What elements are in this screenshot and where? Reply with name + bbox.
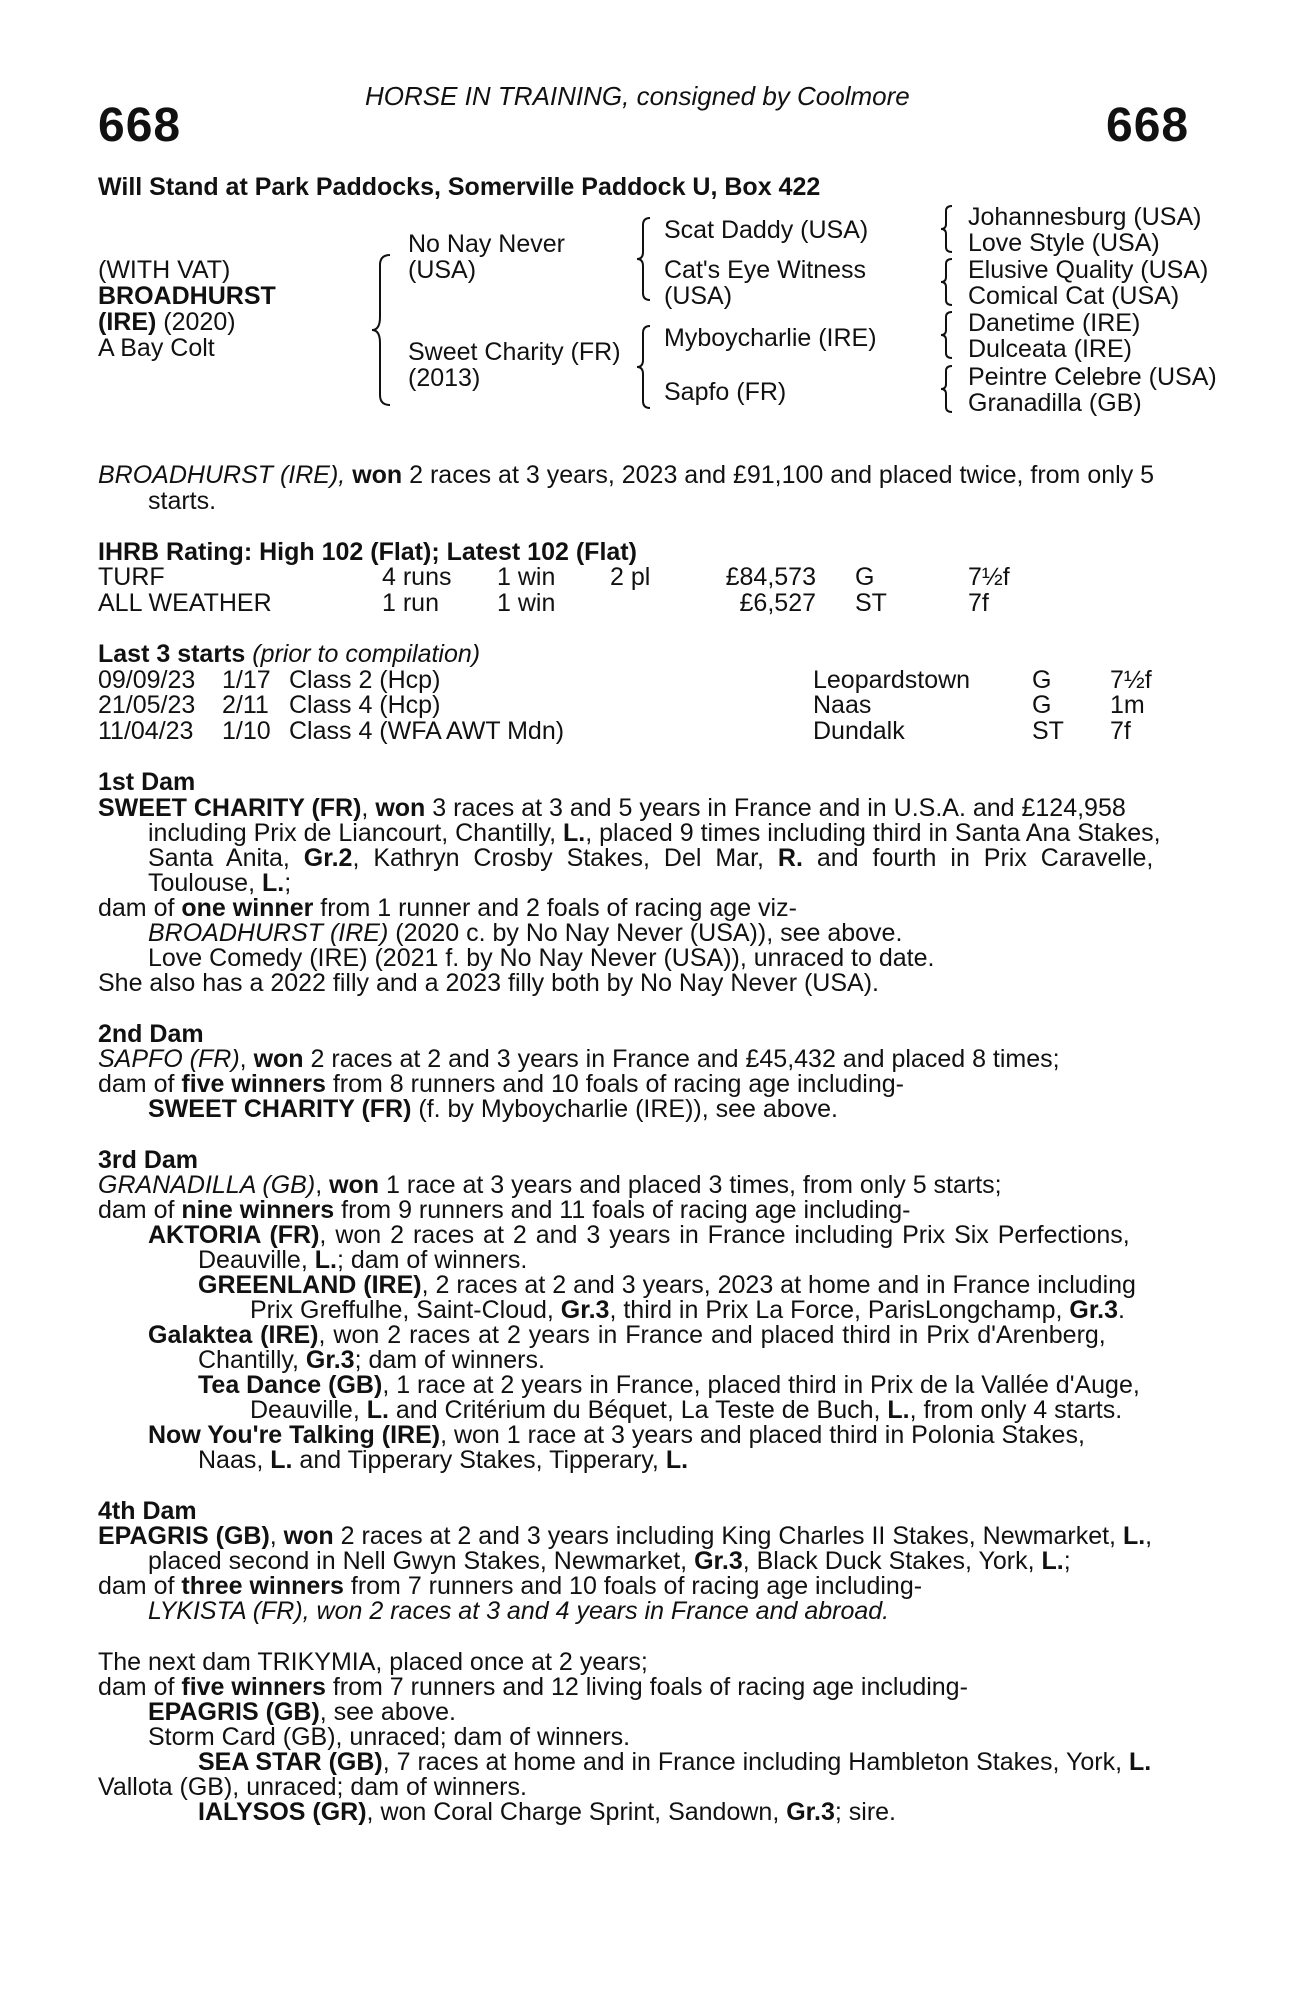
dam3-text: Chantilly,: [198, 1346, 306, 1374]
summary-won: won: [352, 461, 403, 489]
horse-origin: [98, 310, 236, 336]
dam4-name: EPAGRIS (GB): [98, 1522, 270, 1550]
pedigree-brace-dam: [636, 326, 652, 408]
dam1-text: Toulouse,: [148, 869, 262, 897]
dam3-text: and Tipperary Stakes, Tipperary,: [292, 1446, 666, 1474]
progeny-name: GREENLAND (IRE): [198, 1271, 422, 1299]
start-date: 21/05/23: [98, 691, 196, 719]
ped-ddd: Granadilla (GB): [968, 389, 1142, 417]
vat-note: (WITH VAT): [98, 256, 231, 284]
dam3-won: won: [329, 1171, 380, 1199]
dam4-text: from 7 runners and 10 foals of racing age including-: [343, 1572, 923, 1600]
ped-ssd: Love Style (USA): [968, 229, 1160, 257]
dam1-text: from 1 runner and 2 foals of racing age viz-: [313, 894, 797, 922]
summary-horse: BROADHURST (IRE),: [98, 461, 346, 489]
dam2-line1: [98, 1047, 1060, 1073]
nextdam-line6: Vallota (GB), unraced; dam of winners.: [98, 1773, 527, 1801]
race-grade: Gr.3: [694, 1547, 743, 1575]
dam1-sep: ,: [361, 794, 376, 822]
pedigree-brace-dd: [940, 366, 954, 412]
dam2-won: won: [253, 1045, 304, 1073]
horse-country: (IRE): [98, 308, 157, 336]
dam-sire: Myboycharlie (IRE): [664, 324, 877, 352]
nextdam-text: dam of: [98, 1673, 182, 1701]
rating-surface: ALL WEATHER: [98, 589, 272, 617]
nextdam-line4: Storm Card (GB), unraced; dam of winners.: [148, 1723, 631, 1751]
dam3-line2: [98, 1198, 910, 1224]
dam4-line4: LYKISTA (FR), won 2 races at 3 and 4 years in France and abroad.: [148, 1597, 890, 1625]
dam1-line1: [98, 796, 1126, 822]
dam1-text: including Prix de Liancourt, Chantilly,: [148, 819, 564, 847]
horse-description: A Bay Colt: [98, 334, 215, 362]
nextdam-line7: [198, 1800, 896, 1826]
rating-wins: 1 win: [497, 589, 556, 617]
dam2-text: dam of: [98, 1070, 182, 1098]
dam4-text: , Black Duck Stakes, York,: [742, 1547, 1042, 1575]
dam3-text: Prix Greffulhe, Saint-Cloud,: [250, 1296, 561, 1324]
ped-dss: Danetime (IRE): [968, 309, 1141, 337]
pedigree-brace-main: [370, 255, 394, 405]
progeny-name: EPAGRIS (GB): [148, 1698, 320, 1726]
progeny-name: IALYSOS (GR): [198, 1798, 367, 1826]
dam-line1: Sweet Charity (FR): [408, 338, 621, 366]
dam1-line6: [148, 921, 902, 947]
sire-line2: (USA): [408, 256, 477, 284]
progeny-name: Tea Dance (GB): [198, 1371, 383, 1399]
dam3-text: from 9 runners and 11 foals of racing age including-: [334, 1196, 911, 1224]
dam4-line1: [98, 1524, 1152, 1550]
nextdam-text: from 7 runners and 12 living foals of racing age including-: [325, 1673, 968, 1701]
dam3-text: , 2 races at 2 and 3 years, 2023 at home and in France including: [421, 1271, 1136, 1299]
dam3-title: 3rd Dam: [98, 1146, 199, 1174]
race-grade: R.: [777, 844, 803, 872]
dam3-line12: [198, 1448, 688, 1474]
dam2-text: (f. by Myboycharlie (IRE)), see above.: [411, 1095, 838, 1123]
sire-dam-line1: Cat's Eye Witness: [664, 256, 867, 284]
dam2-sep: ,: [239, 1045, 254, 1073]
dam3-text: Naas,: [198, 1446, 271, 1474]
dam2-text: 2 races at 2 and 3 years in France and £45,432 and placed 8 times;: [303, 1045, 1060, 1073]
dam3-text: , third in Prix La Force, ParisLongchamp,: [609, 1296, 1070, 1324]
stand-location: Will Stand at Park Paddocks, Somerville Paddock U, Box 422: [98, 173, 821, 201]
dam4-text: dam of: [98, 1572, 182, 1600]
ped-dds: Peintre Celebre (USA): [968, 363, 1217, 391]
race-grade: L.: [314, 1246, 337, 1274]
race-grade: Gr.2: [303, 844, 353, 872]
dam1-text: Santa Anita,: [148, 844, 304, 872]
dam4-text: ;: [1063, 1547, 1071, 1575]
progeny-name: Now You're Talking (IRE): [148, 1421, 441, 1449]
rating-going: G: [855, 563, 875, 591]
dam1-text: (2020 c. by No Nay Never (USA)), see above.: [388, 919, 903, 947]
rating-dist: 7f: [968, 589, 989, 617]
dam3-text: , won 1 race at 3 years and placed third in Polonia Stakes,: [440, 1421, 1085, 1449]
nextdam-line5: [198, 1750, 1151, 1776]
dam4-line3: [98, 1574, 922, 1600]
ped-sds: Elusive Quality (USA): [968, 256, 1209, 284]
dam1-text: 3 races at 3 and 5 years in France and in U.S.A. and £124,958: [425, 794, 1126, 822]
dam3-line1: [98, 1173, 1002, 1199]
race-grade: L.: [887, 1396, 910, 1424]
dam3-text: and Critérium du Béquet, La Teste de Buch,: [388, 1396, 888, 1424]
start-pos: 2/11: [222, 691, 269, 719]
race-grade: L.: [1122, 1522, 1146, 1550]
dam3-line9: [198, 1373, 1140, 1399]
dam1-line7: Love Comedy (IRE) (2021 f. by No Nay Never (USA)), unraced to date.: [148, 944, 935, 972]
rating-runs: 4 runs: [382, 563, 452, 591]
winner-count: nine winners: [181, 1196, 335, 1224]
dam4-won: won: [283, 1522, 334, 1550]
dam3-text: dam of: [98, 1196, 182, 1224]
dam3-line11: [148, 1423, 1085, 1449]
dam1-line3: [148, 846, 1153, 872]
start-race: Class 2 (Hcp): [289, 666, 441, 694]
dam1-text: and fourth in Prix Caravelle,: [802, 844, 1154, 872]
lot-number-left: 668: [98, 99, 182, 152]
race-grade: Gr.3: [786, 1798, 835, 1826]
nextdam-line1: The next dam TRIKYMIA, placed once at 2 years;: [98, 1648, 648, 1676]
dam1-text: ;: [284, 869, 292, 897]
dam2-text: from 8 runners and 10 foals of racing age including-: [325, 1070, 904, 1098]
horse-year: (2020): [163, 308, 236, 336]
start-race: Class 4 (WFA AWT Mdn): [289, 717, 565, 745]
winner-count: five winners: [181, 1673, 326, 1701]
dam3-text: , from only 4 starts.: [909, 1396, 1123, 1424]
nextdam-line2: [98, 1675, 968, 1701]
dam3-line5: [198, 1273, 1136, 1299]
rating-prize: £84,573: [725, 563, 816, 591]
consignment-header: HORSE IN TRAINING, consigned by Coolmore: [365, 81, 910, 111]
dam-dam: Sapfo (FR): [664, 378, 787, 406]
start-dist: 1m: [1110, 691, 1145, 719]
dam3-line10: [250, 1398, 1122, 1424]
race-grade: L.: [665, 1446, 689, 1474]
dam1-line4: [148, 871, 291, 897]
progeny-name: SWEET CHARITY (FR): [148, 1095, 412, 1123]
race-grade: Gr.3: [305, 1346, 355, 1374]
sire-dam-line2: (USA): [664, 282, 733, 310]
dam2-name: SAPFO (FR): [98, 1045, 240, 1073]
race-grade: Gr.3: [560, 1296, 610, 1324]
rating-prize: £6,527: [739, 589, 816, 617]
rating-runs: 1 run: [382, 589, 439, 617]
dam3-text: , won 2 races at 2 and 3 years in France including Prix Six Perfections,: [319, 1221, 1130, 1249]
race-grade: Gr.3: [1069, 1296, 1119, 1324]
dam4-title: 4th Dam: [98, 1497, 197, 1525]
ped-sdd: Comical Cat (USA): [968, 282, 1180, 310]
sire-sire: Scat Daddy (USA): [664, 216, 869, 244]
dam3-text: ; dam of winners.: [336, 1246, 528, 1274]
dam3-text: 1 race at 3 years and placed 3 times, from only 5 starts;: [379, 1171, 1002, 1199]
last3-title: Last 3 starts: [98, 640, 246, 668]
sire-line1: No Nay Never: [408, 230, 565, 258]
progeny-name: Galaktea (IRE): [148, 1321, 319, 1349]
dam3-text: Deauville,: [198, 1246, 315, 1274]
dam3-sep: ,: [315, 1171, 330, 1199]
dam1-title: 1st Dam: [98, 768, 196, 796]
dam2-line3: [148, 1097, 838, 1123]
start-course: Leopardstown: [813, 666, 971, 694]
dam3-name: GRANADILLA (GB): [98, 1171, 316, 1199]
rating-dist: 7½f: [968, 563, 1010, 591]
race-grade: L.: [1041, 1547, 1064, 1575]
start-dist: 7f: [1110, 717, 1131, 745]
dam2-title: 2nd Dam: [98, 1020, 204, 1048]
race-grade: L.: [366, 1396, 389, 1424]
start-pos: 1/17: [222, 666, 271, 694]
dam4-text: ,: [1145, 1522, 1153, 1550]
start-date: 11/04/23: [98, 717, 194, 745]
dam4-sep: ,: [269, 1522, 284, 1550]
dam3-text: Deauville,: [250, 1396, 367, 1424]
dam-line2: (2013): [408, 364, 481, 392]
dam1-line8: She also has a 2022 filly and a 2023 filly both by No Nay Never (USA).: [98, 969, 879, 997]
progeny-name: BROADHURST (IRE): [148, 919, 389, 947]
dam3-line4: [198, 1248, 527, 1274]
pedigree-brace-ds: [940, 312, 954, 358]
dam1-line2: [148, 821, 1161, 847]
start-date: 09/09/23: [98, 666, 196, 694]
start-going: G: [1032, 691, 1052, 719]
dam1-line5: [98, 896, 797, 922]
nextdam-text: , 7 races at home and in France including Hambleton Stakes, York,: [382, 1748, 1129, 1776]
rating-going: ST: [855, 589, 887, 617]
dam3-line7: [148, 1323, 1106, 1349]
nextdam-line3: [148, 1700, 456, 1726]
dam3-text: , 1 race at 2 years in France, placed third in Prix de la Vallée d'Auge,: [382, 1371, 1140, 1399]
race-grade: L.: [563, 819, 586, 847]
dam3-line8: [198, 1348, 545, 1374]
start-dist: 7½f: [1110, 666, 1152, 694]
pedigree-brace-ss: [940, 206, 954, 252]
dam3-line3: [148, 1223, 1130, 1249]
summary-line: [98, 463, 1154, 489]
dam1-text: dam of: [98, 894, 182, 922]
start-course: Naas: [813, 691, 872, 719]
start-course: Dundalk: [813, 717, 905, 745]
nextdam-text: , see above.: [319, 1698, 456, 1726]
rating-title: IHRB Rating: High 102 (Flat); Latest 102 (Flat): [98, 538, 637, 566]
dam4-text: 2 races at 2 and 3 years including King Charles II Stakes, Newmarket,: [333, 1522, 1123, 1550]
pedigree-brace-sd: [940, 259, 954, 305]
rating-placed: 2 pl: [610, 563, 651, 591]
progeny-name: AKTORIA (FR): [148, 1221, 320, 1249]
dam3-text: , won 2 races at 2 years in France and placed third in Prix d'Arenberg,: [318, 1321, 1106, 1349]
dam1-text: , Kathryn Crosby Stakes, Del Mar,: [352, 844, 778, 872]
race-grade: L.: [1128, 1748, 1152, 1776]
ped-dsd: Dulceata (IRE): [968, 335, 1132, 363]
winner-count: five winners: [181, 1070, 326, 1098]
dam1-name: SWEET CHARITY (FR): [98, 794, 362, 822]
nextdam-text: , won Coral Charge Sprint, Sandown,: [366, 1798, 787, 1826]
last3-note: (prior to compilation): [252, 640, 481, 668]
winner-count: one winner: [181, 894, 314, 922]
ped-sss: Johannesburg (USA): [968, 203, 1202, 231]
dam3-text: ; dam of winners.: [354, 1346, 545, 1374]
lot-number-right: 668: [1106, 99, 1190, 152]
winner-count: three winners: [181, 1572, 344, 1600]
start-going: ST: [1032, 717, 1064, 745]
summary-cont: starts.: [148, 487, 217, 515]
progeny-name: SEA STAR (GB): [198, 1748, 383, 1776]
start-going: G: [1032, 666, 1052, 694]
summary-rest: 2 races at 3 years, 2023 and £91,100 and placed twice, from only 5: [402, 461, 1155, 489]
dam3-text: .: [1118, 1296, 1125, 1324]
race-grade: L.: [261, 869, 285, 897]
last3-title-line: [98, 642, 480, 668]
dam4-line2: [148, 1549, 1071, 1575]
dam4-text: placed second in Nell Gwyn Stakes, Newmarket,: [148, 1547, 695, 1575]
rating-surface: TURF: [98, 563, 165, 591]
dam1-text: , placed 9 times including third in Santa Ana Stakes,: [585, 819, 1161, 847]
nextdam-text: ; sire.: [834, 1798, 896, 1826]
dam1-won: won: [375, 794, 426, 822]
rating-wins: 1 win: [497, 563, 556, 591]
start-race: Class 4 (Hcp): [289, 691, 441, 719]
horse-name: BROADHURST: [98, 282, 276, 310]
dam2-line2: [98, 1072, 904, 1098]
pedigree-brace-sire: [636, 218, 652, 300]
start-pos: 1/10: [222, 717, 271, 745]
dam3-line6: [250, 1298, 1125, 1324]
race-grade: L.: [270, 1446, 293, 1474]
